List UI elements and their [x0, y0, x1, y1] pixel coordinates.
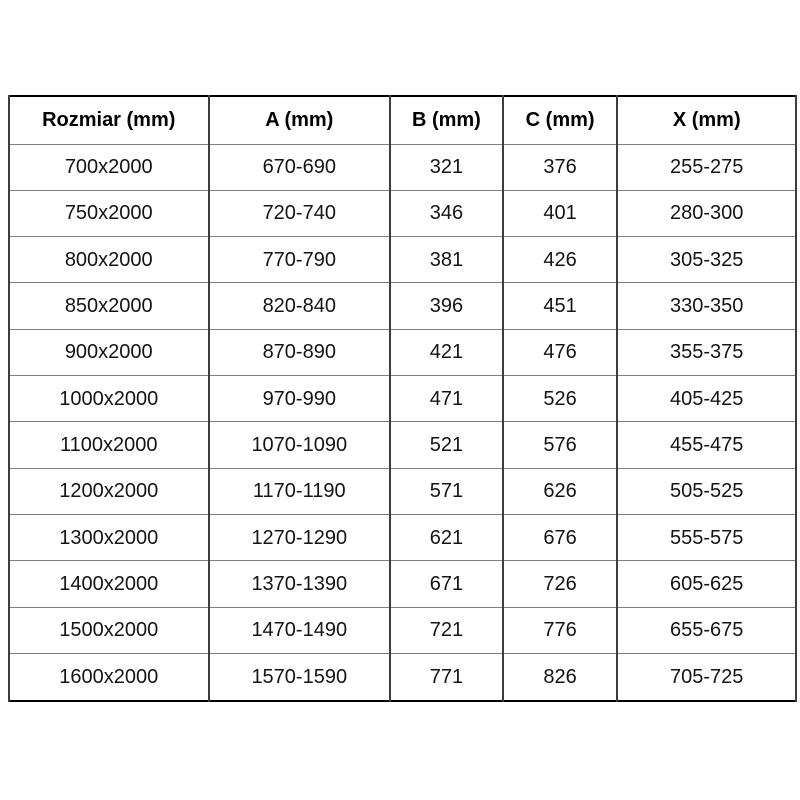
table-cell: 850x2000	[9, 283, 209, 329]
table-cell: 655-675	[617, 607, 796, 653]
table-cell: 1000x2000	[9, 376, 209, 422]
table-cell: 421	[390, 329, 503, 375]
table-cell: 405-425	[617, 376, 796, 422]
table-cell: 1500x2000	[9, 607, 209, 653]
table-cell: 721	[390, 607, 503, 653]
table-row	[9, 422, 796, 468]
table-cell: 455-475	[617, 422, 796, 468]
table-cell: 576	[503, 422, 618, 468]
table-cell: 426	[503, 237, 618, 283]
table-cell: 451	[503, 283, 618, 329]
table-cell: 726	[503, 561, 618, 607]
table-cell: 555-575	[617, 515, 796, 561]
table-cell: 1100x2000	[9, 422, 209, 468]
table-cell: 280-300	[617, 190, 796, 236]
table-row	[9, 237, 796, 283]
table-row	[9, 468, 796, 514]
table-cell: 1470-1490	[209, 607, 391, 653]
table-body	[9, 144, 796, 701]
table-cell: 505-525	[617, 468, 796, 514]
table-cell: 900x2000	[9, 329, 209, 375]
table-cell: 305-325	[617, 237, 796, 283]
header-row	[9, 96, 796, 144]
table-cell: 970-990	[209, 376, 391, 422]
table-cell: 346	[390, 190, 503, 236]
table-cell: 255-275	[617, 144, 796, 190]
table-row	[9, 144, 796, 190]
table-row	[9, 329, 796, 375]
table-cell: 826	[503, 654, 618, 701]
dimension-table-container	[8, 95, 797, 702]
table-cell: 1170-1190	[209, 468, 391, 514]
table-cell: 621	[390, 515, 503, 561]
table-cell: 471	[390, 376, 503, 422]
column-header: A (mm)	[209, 96, 391, 144]
table-cell: 355-375	[617, 329, 796, 375]
table-cell: 676	[503, 515, 618, 561]
table-row	[9, 376, 796, 422]
table-cell: 521	[390, 422, 503, 468]
table-cell: 1200x2000	[9, 468, 209, 514]
table-cell: 526	[503, 376, 618, 422]
dimensions-table	[8, 95, 797, 702]
column-header: C (mm)	[503, 96, 618, 144]
table-cell: 1570-1590	[209, 654, 391, 701]
table-cell: 571	[390, 468, 503, 514]
table-cell: 401	[503, 190, 618, 236]
table-cell: 750x2000	[9, 190, 209, 236]
table-cell: 720-740	[209, 190, 391, 236]
table-cell: 381	[390, 237, 503, 283]
table-header	[9, 96, 796, 144]
table-cell: 700x2000	[9, 144, 209, 190]
table-cell: 626	[503, 468, 618, 514]
table-cell: 321	[390, 144, 503, 190]
table-cell: 770-790	[209, 237, 391, 283]
column-header: X (mm)	[617, 96, 796, 144]
table-row	[9, 515, 796, 561]
table-row	[9, 561, 796, 607]
table-row	[9, 607, 796, 653]
table-cell: 1370-1390	[209, 561, 391, 607]
table-cell: 330-350	[617, 283, 796, 329]
table-row	[9, 190, 796, 236]
column-header: Rozmiar (mm)	[9, 96, 209, 144]
table-cell: 705-725	[617, 654, 796, 701]
table-row	[9, 654, 796, 701]
table-cell: 1300x2000	[9, 515, 209, 561]
table-cell: 396	[390, 283, 503, 329]
table-cell: 1400x2000	[9, 561, 209, 607]
table-cell: 671	[390, 561, 503, 607]
table-cell: 800x2000	[9, 237, 209, 283]
column-header: B (mm)	[390, 96, 503, 144]
table-cell: 605-625	[617, 561, 796, 607]
table-cell: 870-890	[209, 329, 391, 375]
table-row	[9, 283, 796, 329]
table-cell: 771	[390, 654, 503, 701]
table-cell: 476	[503, 329, 618, 375]
table-cell: 776	[503, 607, 618, 653]
table-cell: 1600x2000	[9, 654, 209, 701]
table-cell: 1070-1090	[209, 422, 391, 468]
table-cell: 670-690	[209, 144, 391, 190]
table-cell: 376	[503, 144, 618, 190]
table-cell: 1270-1290	[209, 515, 391, 561]
table-cell: 820-840	[209, 283, 391, 329]
